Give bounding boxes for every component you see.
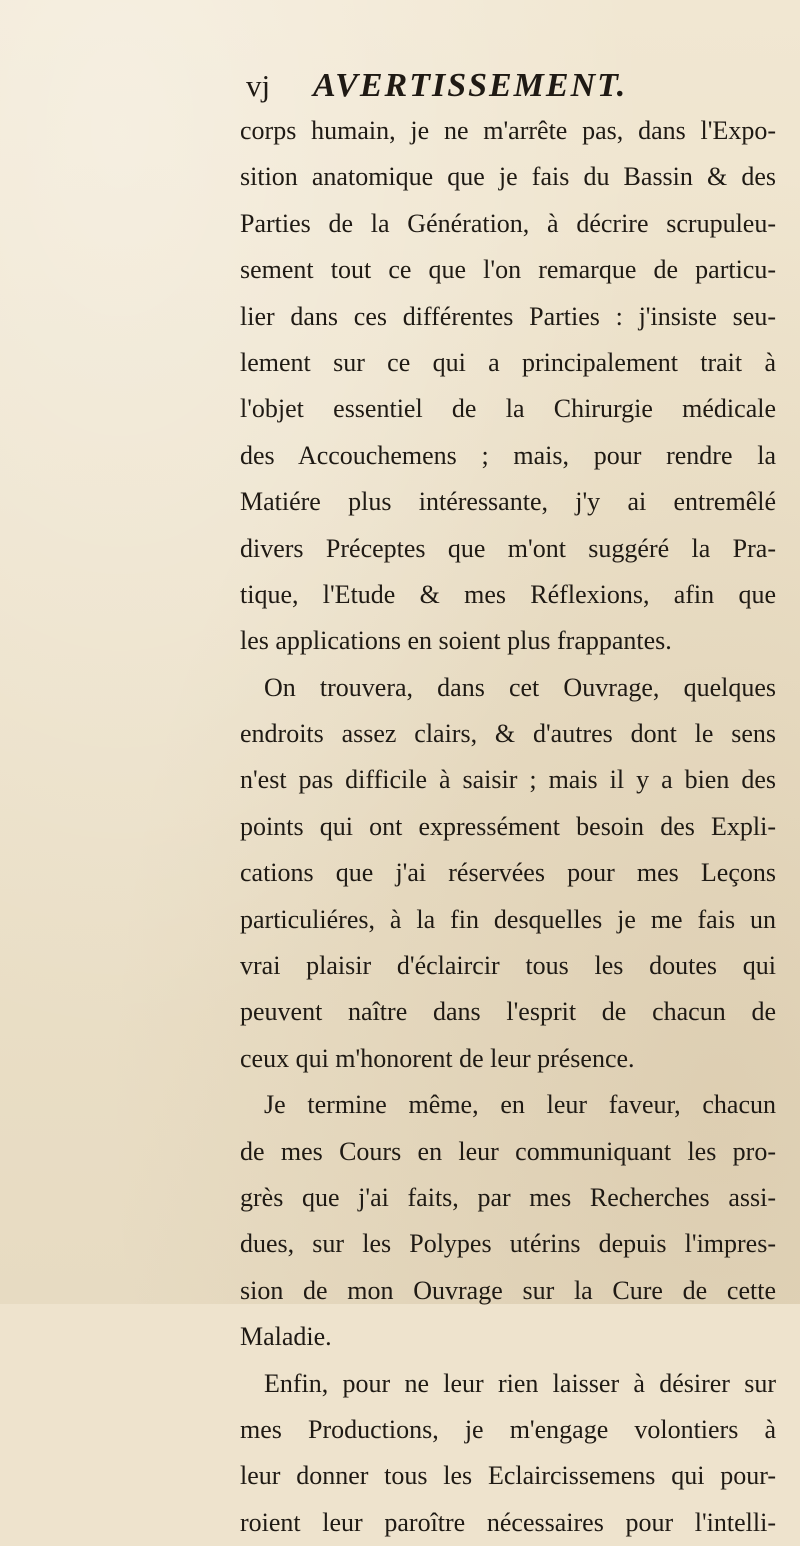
text-line: points qui ont expressément besoin des Expli- bbox=[240, 811, 776, 841]
text-line: Maladie. bbox=[240, 1322, 332, 1352]
text-line: lement sur ce qui a principalement trait à bbox=[240, 347, 776, 377]
text-line: des Accouchemens ; mais, pour rendre la bbox=[240, 440, 776, 470]
page-number: vj bbox=[246, 68, 271, 103]
running-title: AVERTISSEMENT. bbox=[313, 67, 628, 104]
text-line: dues, sur les Polypes utérins depuis l'impres- bbox=[240, 1229, 776, 1259]
text-line: leur donner tous les Eclaircissemens qui pour- bbox=[240, 1461, 776, 1491]
text-line: sion de mon Ouvrage sur la Cure de cette bbox=[240, 1275, 776, 1305]
text-line: Parties de la Génération, à décrire scrupuleu- bbox=[240, 208, 776, 238]
text-line: vrai plaisir d'éclaircir tous les doutes qui bbox=[240, 951, 776, 981]
text-line: cations que j'ai réservées pour mes Leçons bbox=[240, 858, 776, 888]
text-line: endroits assez clairs, & d'autres dont le sens bbox=[240, 719, 776, 749]
text-line: divers Préceptes que m'ont suggéré la Pra- bbox=[240, 533, 776, 563]
page-header bbox=[246, 66, 766, 106]
text-line: Je termine même, en leur faveur, chacun bbox=[264, 1090, 776, 1120]
text-line: l'objet essentiel de la Chirurgie médicale bbox=[240, 394, 776, 424]
text-line: corps humain, je ne m'arrête pas, dans l'Expo- bbox=[240, 116, 776, 145]
text-line: les applications en soient plus frappantes. bbox=[240, 626, 672, 656]
text-line: tique, l'Etude & mes Réflexions, afin que bbox=[240, 579, 776, 609]
text-line: roient leur paroître nécessaires pour l'intelli- bbox=[240, 1507, 776, 1537]
body-text bbox=[240, 108, 776, 1546]
text-line: sement tout ce que l'on remarque de particu- bbox=[240, 255, 776, 285]
text-line: sition anatomique que je fais du Bassin & des bbox=[240, 162, 776, 192]
text-line: grès que j'ai faits, par mes Recherches assi- bbox=[240, 1182, 776, 1212]
text-line: Matiére plus intéressante, j'y ai entremêlé bbox=[240, 487, 776, 517]
text-line: ceux qui m'honorent de leur présence. bbox=[240, 1043, 635, 1073]
text-line: mes Productions, je m'engage volontiers à bbox=[240, 1414, 776, 1444]
text-line: particuliéres, à la fin desquelles je me fais un bbox=[240, 904, 776, 934]
text-line: lier dans ces différentes Parties : j'insiste seu- bbox=[240, 301, 776, 331]
text-line: de mes Cours en leur communiquant les pro- bbox=[240, 1136, 776, 1166]
text-line: On trouvera, dans cet Ouvrage, quelques bbox=[264, 672, 776, 702]
text-line: Enfin, pour ne leur rien laisser à désirer sur bbox=[264, 1368, 776, 1398]
text-line: peuvent naître dans l'esprit de chacun de bbox=[240, 997, 776, 1027]
text-line: n'est pas difficile à saisir ; mais il y a bien des bbox=[240, 765, 776, 795]
